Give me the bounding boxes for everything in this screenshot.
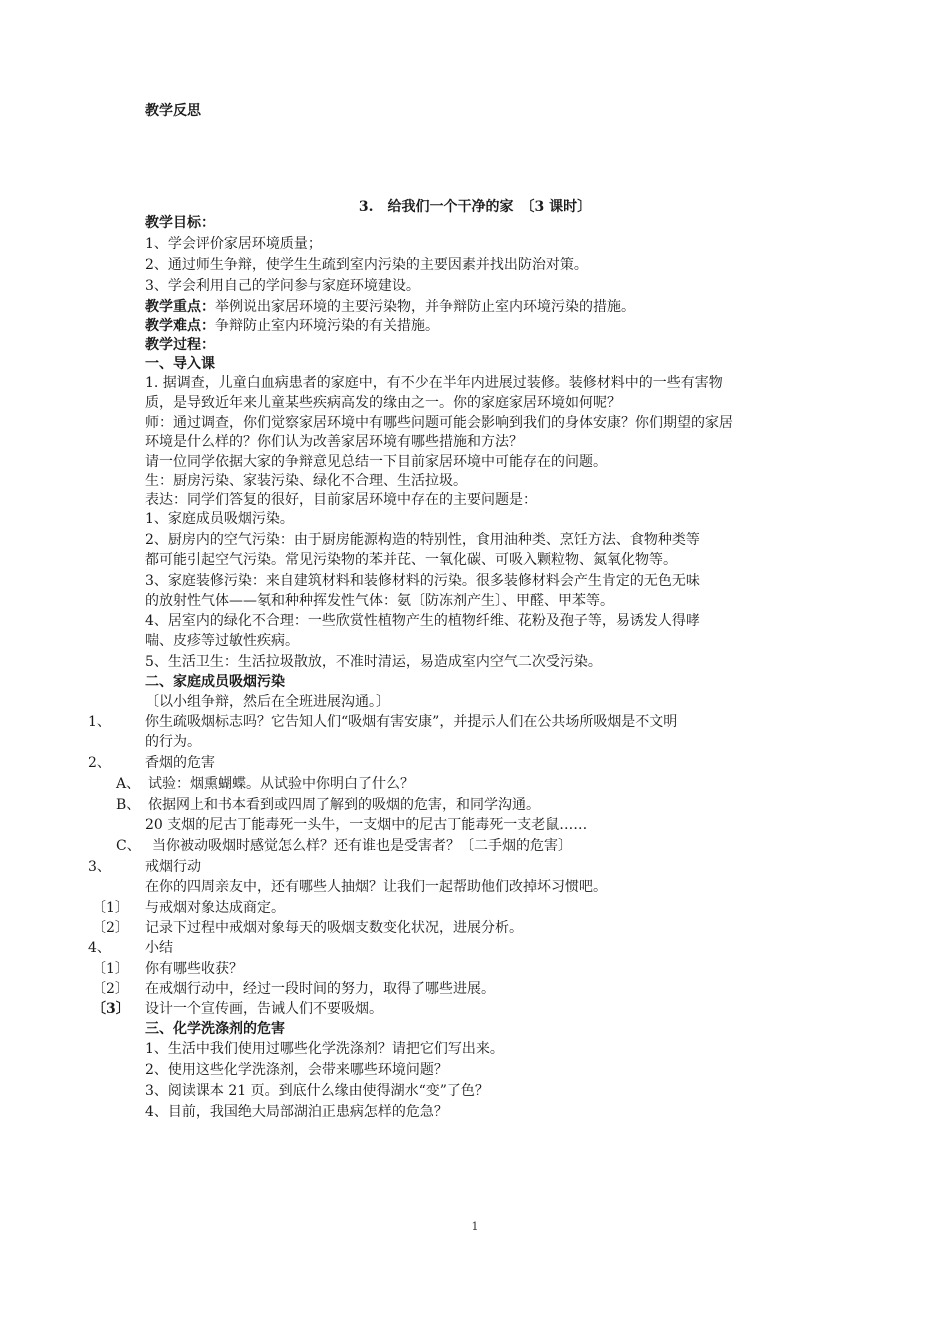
- difficulty-label: 教学难点：: [145, 318, 215, 334]
- paragraph-line: 1. 据调查，儿童白血病患者的家庭中，有不少在半年内进展过装修。装修材料中的一些有害物: [145, 375, 723, 391]
- paragraph-line: 生：厨房污染、家装污染、绿化不合理、生活拉圾。: [145, 473, 467, 489]
- list-item-text: 你生疏吸烟标志吗？它告知人们“吸烟有害安康”，并提示人们在公共场所吸烟是不文明: [145, 714, 678, 730]
- list-item-text: 在戒烟行动中，经过一段时间的努力，取得了哪些进展。: [145, 981, 495, 997]
- paragraph-line: 请一位同学依据大家的争辩意见总结一下目前家居环境中可能存在的问题。: [145, 454, 607, 470]
- difficulty-text: 争辩防止室内环境污染的有关措施。: [215, 318, 439, 334]
- list-item-text: 香烟的危害: [145, 755, 215, 771]
- sub-letter: B、: [116, 797, 141, 813]
- paren-number: 〔1〕: [92, 961, 129, 977]
- list-item-text: 与戒烟对象达成商定。: [145, 900, 285, 916]
- paragraph-line: 4、居室内的绿化不合理：一些欣赏性植物产生的植物纤维、花粉及孢子等，易诱发人得哮: [145, 613, 700, 629]
- objectives-label: 教学目标：: [145, 215, 215, 231]
- sub-letter: C、: [116, 838, 141, 854]
- objective-item: 2、通过师生争辩，使学生生疏到室内污染的主要因素并找出防治对策。: [145, 257, 588, 273]
- paragraph-line: 都可能引起空气污染。常见污染物的苯并芘、一氧化碳、可吸入颗粒物、氮氧化物等。: [145, 552, 677, 568]
- paren-number: 〔3〕: [92, 1001, 130, 1017]
- paragraph-line: 喘、皮疹等过敏性疾病。: [145, 633, 299, 649]
- section-1-title: 一、导入课: [145, 356, 215, 372]
- difficulty-point: [145, 316, 439, 336]
- sub-letter: A、: [116, 776, 141, 792]
- key-label: 教学重点：: [145, 299, 215, 315]
- page-number: 1: [471, 1220, 479, 1233]
- list-number: 2、: [88, 755, 111, 771]
- list-item-text: 你有哪些收获？: [145, 961, 243, 977]
- paragraph-line: 质，是导致近年来儿童某些疾病高发的缘由之一。你的家庭家居环境如何呢？: [145, 395, 621, 411]
- paragraph-line: 的放射性气体——氡和种种挥发性气体：氨〔防冻剂产生〕、甲醛、甲苯等。: [145, 593, 614, 609]
- paren-number: 〔2〕: [92, 920, 129, 936]
- list-number: 4、: [88, 940, 111, 956]
- paragraph-line: 2、厨房内的空气污染：由于厨房能源构造的特别性，食用油种类、烹饪方法、食物种类等: [145, 532, 700, 548]
- list-item-text: 在你的四周亲友中，还有哪些人抽烟？让我们一起帮助他们改掉坏习惯吧。: [145, 879, 607, 895]
- paren-number: 〔2〕: [92, 981, 129, 997]
- process-label: 教学过程：: [145, 337, 215, 353]
- paragraph-line: 3、阅读课本 21 页。到底什么缘由使得湖水“变”了色？: [145, 1083, 489, 1099]
- sub-item-text: 依据网上和书本看到或四周了解到的吸烟的危害，和同学沟通。: [148, 797, 540, 813]
- section-2-intro: 〔以小组争辩，然后在全班进展沟通。〕: [145, 694, 390, 710]
- key-point: [145, 297, 635, 317]
- list-item-text: 戒烟行动: [145, 859, 201, 875]
- paragraph-line: 1、家庭成员吸烟污染。: [145, 511, 294, 527]
- section-2-title: 二、家庭成员吸烟污染: [145, 674, 285, 690]
- sub-item-text: 20 支烟的尼古丁能毒死一头牛，一支烟中的尼古丁能毒死一支老鼠……: [145, 817, 588, 833]
- sub-item-text: 当你被动吸烟时感觉怎么样？还有谁也是受害者？〔二手烟的危害〕: [152, 838, 572, 854]
- paragraph-line: 1、生活中我们使用过哪些化学洗涤剂？请把它们写出来。: [145, 1041, 504, 1057]
- paragraph-line: 4、目前，我国绝大局部湖泊正患病怎样的危急？: [145, 1104, 448, 1120]
- list-number: 3、: [88, 859, 111, 875]
- paragraph-line: 环境是什么样的？你们认为改善家居环境有哪些措施和方法？: [145, 434, 523, 450]
- paragraph-line: 师：通过调查，你们觉察家居环境中有哪些问题可能会影响到我们的身体安康？你们期望的家居: [145, 415, 733, 431]
- list-item-text: 设计一个宣传画，告诫人们不要吸烟。: [145, 1001, 383, 1017]
- section-header: 教学反思: [145, 103, 201, 119]
- lesson-title: 3. 给我们一个干净的家 〔3 课时〕: [358, 199, 592, 215]
- section-3-title: 三、化学洗涤剂的危害: [145, 1021, 285, 1037]
- list-item-text: 的行为。: [145, 734, 201, 750]
- paragraph-line: 表达：同学们答复的很好，目前家居环境中存在的主要问题是：: [145, 492, 537, 508]
- paragraph-line: 2、使用这些化学洗涤剂，会带来哪些环境问题？: [145, 1062, 448, 1078]
- paragraph-line: 3、家庭装修污染：来自建筑材料和装修材料的污染。很多装修材料会产生肯定的无色无味: [145, 573, 700, 589]
- paragraph-line: 5、生活卫生：生活拉圾散放，不准时清运，易造成室内空气二次受污染。: [145, 654, 602, 670]
- paren-number: 〔1〕: [92, 900, 129, 916]
- list-number: 1、: [88, 714, 111, 730]
- list-item-text: 小结: [145, 940, 173, 956]
- objective-item: 3、学会利用自己的学问参与家庭环境建设。: [145, 278, 420, 294]
- objective-item: 1、学会评价家居环境质量；: [145, 236, 322, 252]
- key-text: 举例说出家居环境的主要污染物，并争辩防止室内环境污染的措施。: [215, 299, 635, 315]
- list-item-text: 记录下过程中戒烟对象每天的吸烟支数变化状况，进展分析。: [145, 920, 523, 936]
- sub-item-text: 试验：烟熏蝴蝶。从试验中你明白了什么？: [148, 776, 414, 792]
